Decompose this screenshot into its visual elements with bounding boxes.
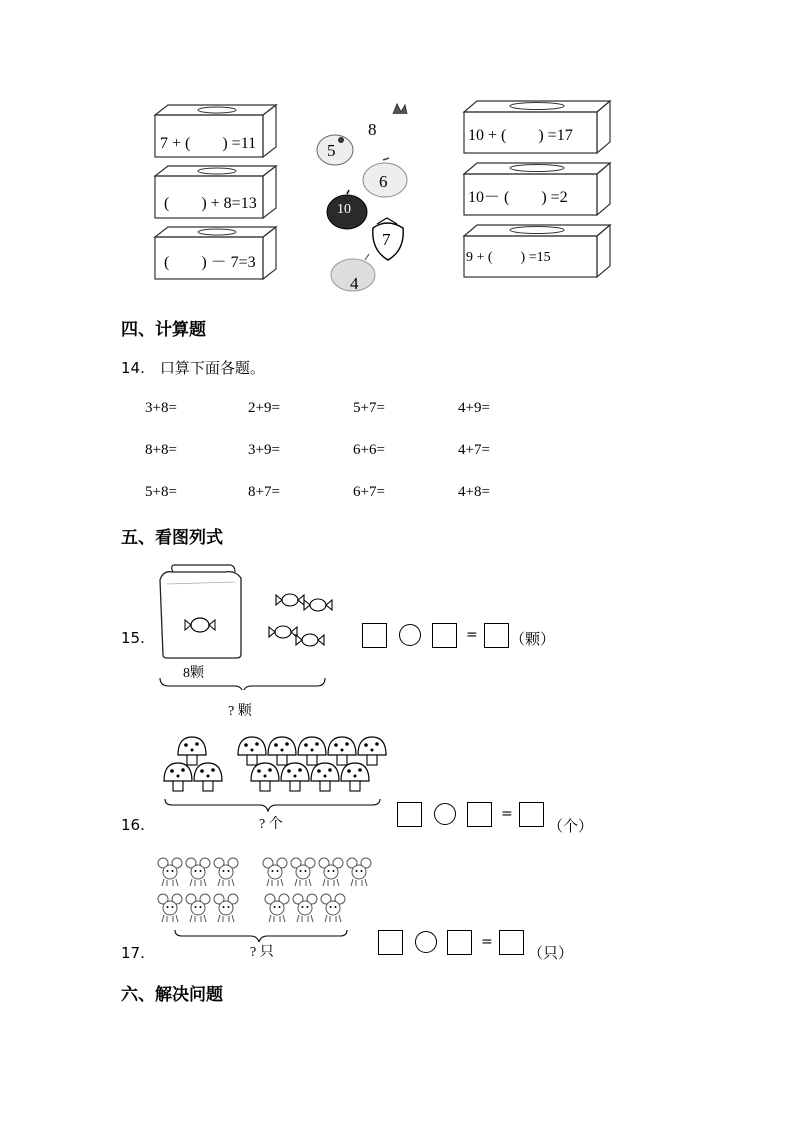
- fruit-number: 5: [327, 141, 336, 160]
- question-number: 16.: [121, 816, 145, 834]
- calc-item: 8+7=: [248, 484, 280, 500]
- unit-label: （个）: [548, 817, 594, 835]
- bag-label: 8颗: [183, 666, 204, 681]
- section-heading: 四、计算题: [121, 320, 206, 340]
- question-number: 17.: [121, 944, 145, 962]
- calc-item: 4+7=: [458, 442, 490, 458]
- answer-box[interactable]: [499, 930, 524, 955]
- total-label: ? 个: [259, 817, 283, 832]
- operator-circle[interactable]: [415, 931, 437, 953]
- section-heading: 五、看图列式: [121, 528, 223, 548]
- calc-item: 6+6=: [353, 442, 385, 458]
- calc-item: 8+8=: [145, 442, 177, 458]
- mushrooms-illustration: [160, 735, 390, 815]
- answer-box[interactable]: [447, 930, 472, 955]
- answer-box[interactable]: [378, 930, 403, 955]
- total-label: ? 颗: [228, 704, 252, 719]
- operator-circle[interactable]: [434, 803, 456, 825]
- fruit-number: 7: [382, 230, 391, 249]
- answer-box[interactable]: [519, 802, 544, 827]
- operator-circle[interactable]: [399, 624, 421, 646]
- calc-item: 4+8=: [458, 484, 490, 500]
- answer-box[interactable]: [397, 802, 422, 827]
- equals-sign: =: [466, 627, 478, 643]
- box-left-2: [150, 164, 280, 224]
- section-heading: 六、解决问题: [121, 985, 223, 1005]
- box-equation: ( ) + 8=13: [164, 195, 257, 212]
- box-left-3: [150, 225, 280, 285]
- calc-item: 2+9=: [248, 400, 280, 416]
- equals-sign: =: [481, 934, 493, 950]
- question-number: 15.: [121, 629, 145, 647]
- equals-sign: =: [501, 806, 513, 822]
- box-equation: 10－ ( ) =2: [468, 189, 568, 206]
- unit-label: （颗）: [510, 630, 556, 648]
- calc-item: 3+8=: [145, 400, 177, 416]
- calc-item: 4+9=: [458, 400, 490, 416]
- answer-box[interactable]: [432, 623, 457, 648]
- question-title: 14. 口算下面各题。: [121, 359, 265, 377]
- total-label: ? 只: [250, 945, 274, 960]
- fruit-number: 8: [368, 120, 377, 139]
- mice-illustration: [155, 852, 375, 942]
- box-left-1: [150, 103, 280, 163]
- box-right-3: [460, 222, 615, 282]
- calc-item: 6+7=: [353, 484, 385, 500]
- answer-box[interactable]: [362, 623, 387, 648]
- box-equation: 7 + ( ) =11: [160, 135, 257, 152]
- calc-item: 5+8=: [145, 484, 177, 500]
- box-right-1: [460, 98, 615, 158]
- unit-label: （只）: [528, 944, 574, 962]
- candy-bag-illustration: [155, 560, 335, 690]
- fruit-number: 10: [337, 202, 351, 217]
- box-right-2: [460, 160, 615, 220]
- answer-box[interactable]: [484, 623, 509, 648]
- calc-item: 5+7=: [353, 400, 385, 416]
- calc-item: 3+9=: [248, 442, 280, 458]
- box-equation: 9 + ( ) =15: [466, 250, 551, 265]
- answer-box[interactable]: [467, 802, 492, 827]
- box-equation: 10 + ( ) =17: [468, 127, 573, 144]
- fruit-number: 6: [379, 172, 388, 191]
- fruit-number: 4: [350, 274, 359, 293]
- box-equation: ( ) － 7=3: [164, 254, 256, 271]
